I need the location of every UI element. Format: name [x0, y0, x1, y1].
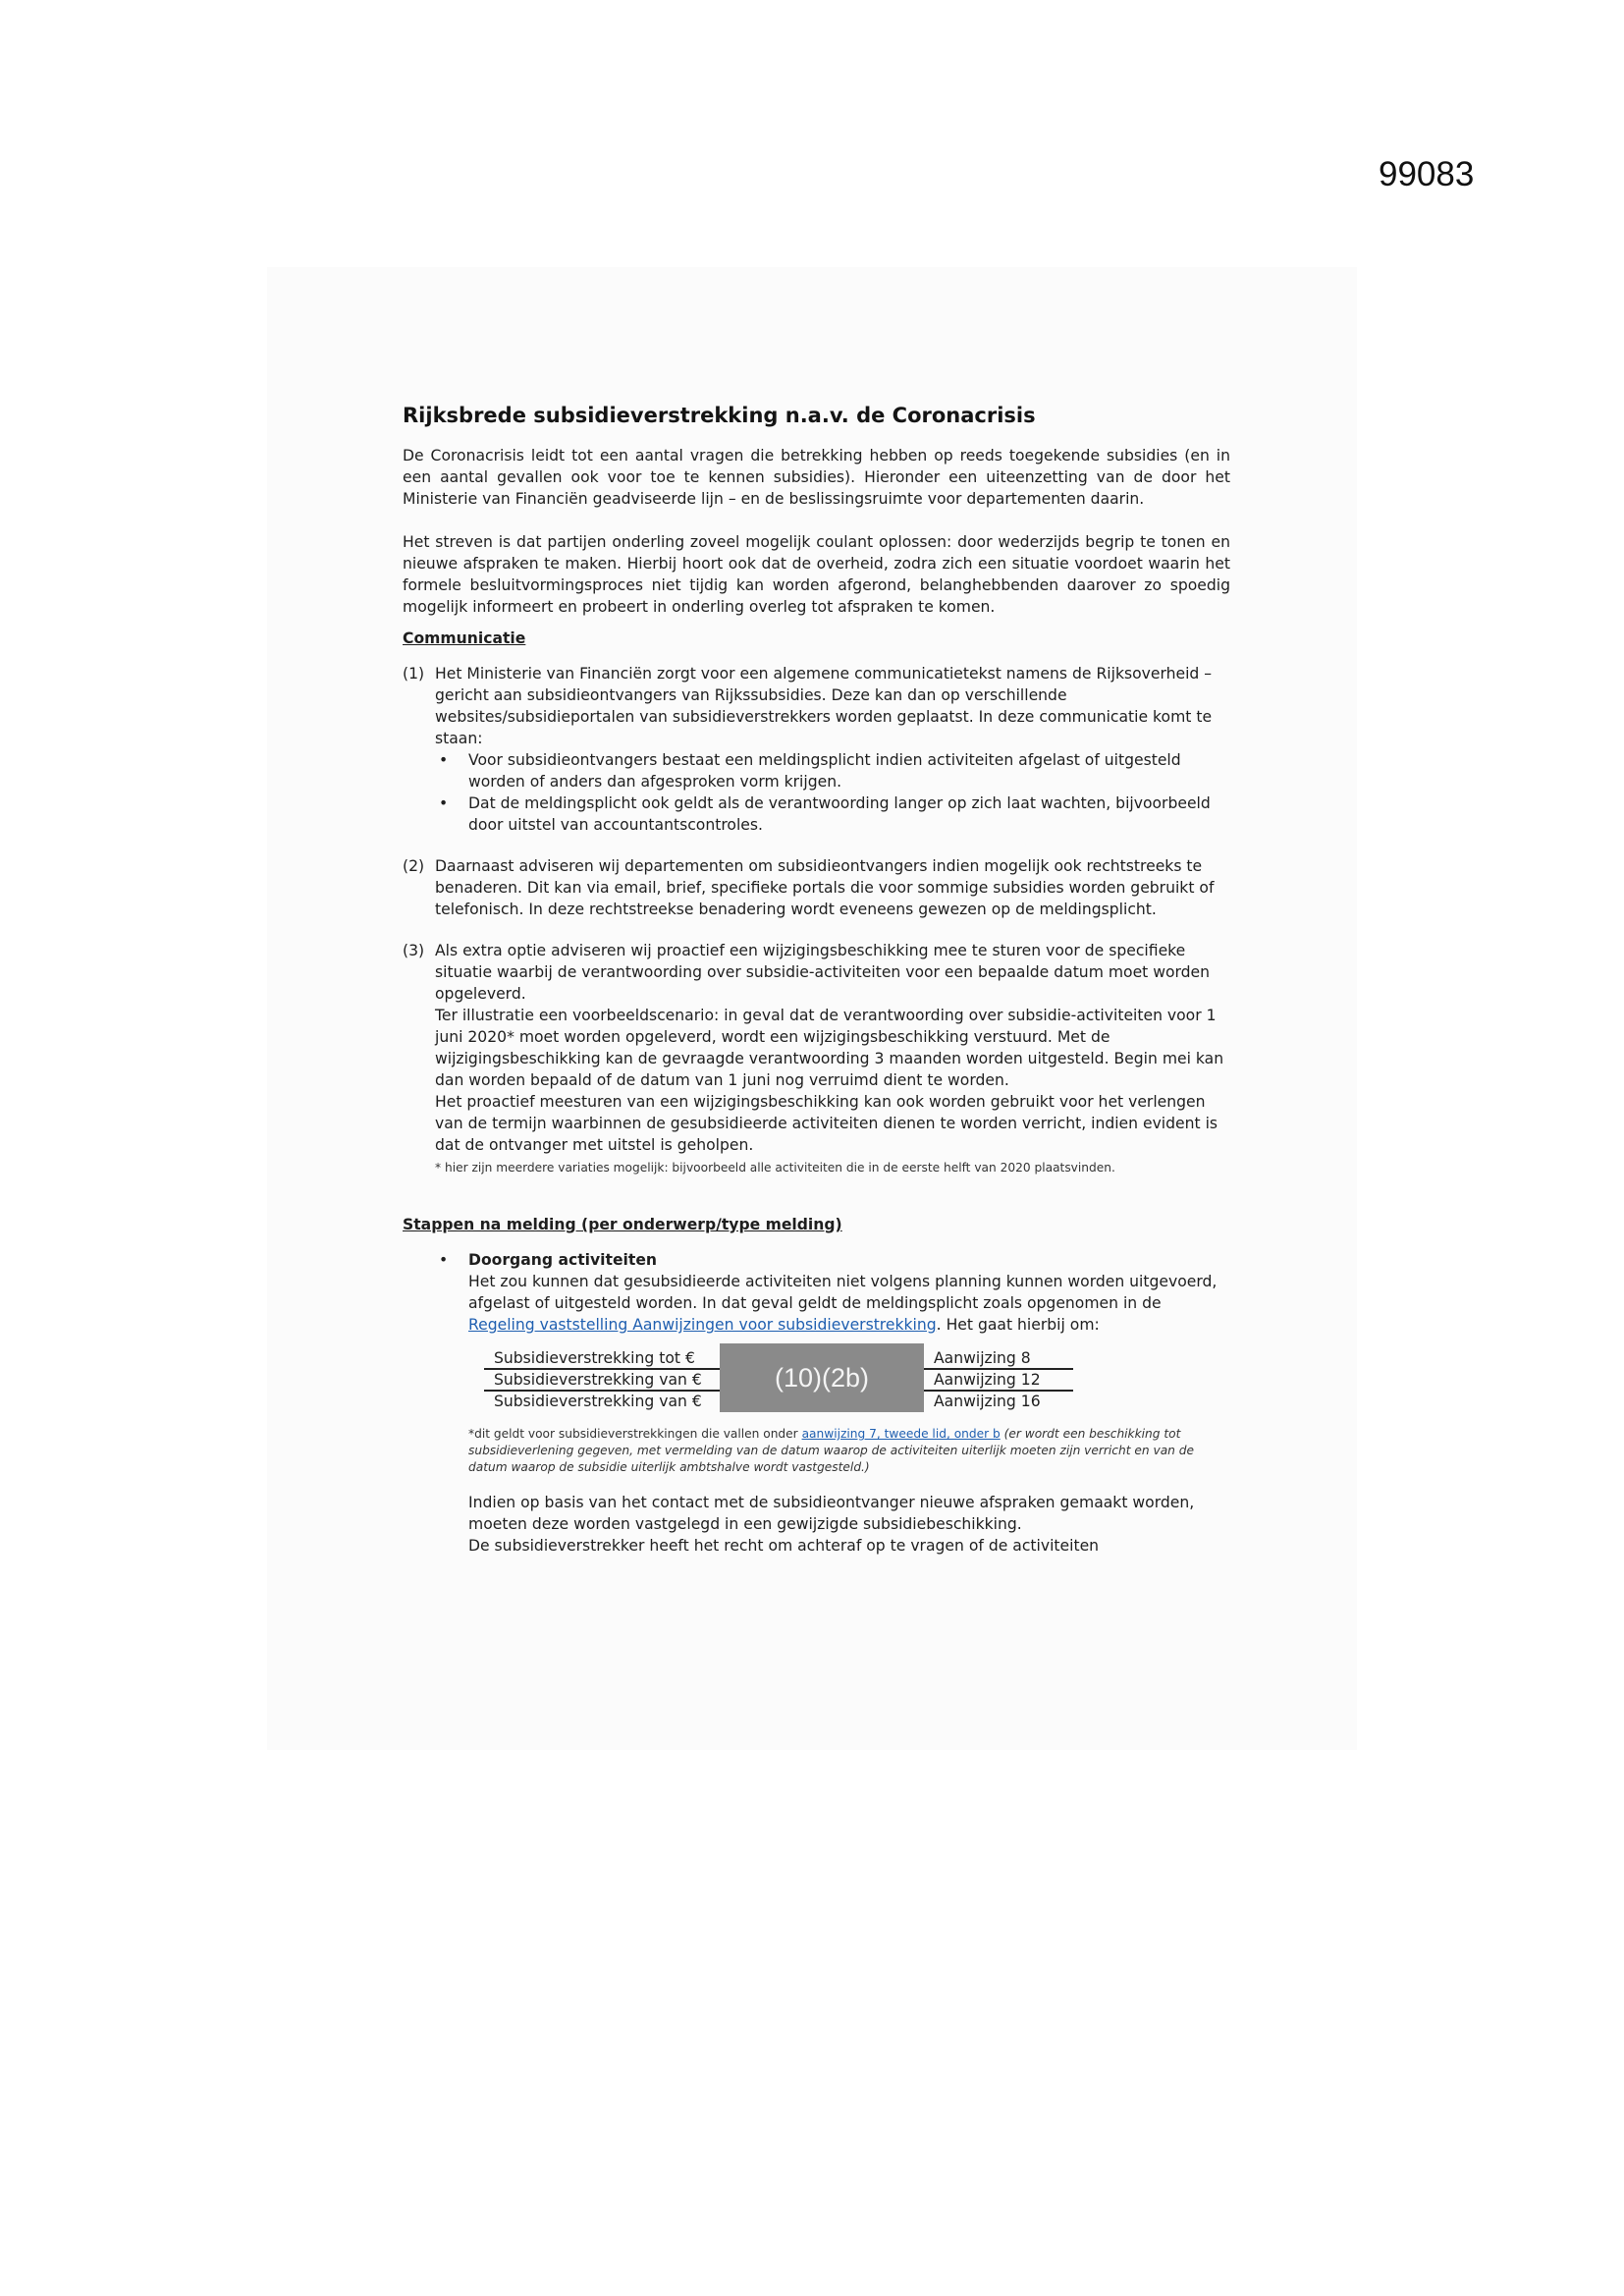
list-item: • Dat de meldingsplicht ook geldt als de verantwoording langer op zich laat wachten, bijvoorbeeld door uitstel van accountantscontroles. [435, 793, 1230, 836]
document-number: 99083 [1379, 155, 1475, 193]
footnote-text-end: (er wordt een beschikking tot subsidieverlening gegeven, met vermelding van de datum waarop de activiteiten uiterlijk moeten zijn verricht en van de datum waarop de subsidie uiterlijk ambtshalve wordt vastgesteld.) [468, 1427, 1194, 1474]
item-text: Ter illustratie een voorbeeldscenario: in geval dat de verantwoording over subsidie-activiteiten voor 1 juni 2020* moet worden opgeleverd, wordt een wijzigingsbeschikking verstuurd. Met de wijzigingsbeschikking kan de gevraagde verantwoording 3 maanden worden uitgesteld. Begin mei kan dan worden bepaald of de datum van 1 juni nog verruimd dient te worden. [435, 1007, 1224, 1089]
bullet-doorgang [403, 1249, 1230, 1336]
section-heading-communicatie: Communicatie [403, 629, 526, 647]
table-cell: Subsidieverstrekking tot € [494, 1349, 695, 1367]
redaction-box: (10)(2b) [720, 1343, 924, 1412]
aanwijzing-table [484, 1347, 1073, 1412]
table-cell: Subsidieverstrekking van € [494, 1393, 702, 1410]
bullet-icon: • [439, 1251, 449, 1269]
numbered-item-2 [403, 855, 1230, 920]
closing-text [468, 1492, 1230, 1557]
section-heading-stappen: Stappen na melding (per onderwerp/type melding) [403, 1216, 842, 1233]
page-title: Rijksbrede subsidieverstrekking n.a.v. de Coronacrisis [403, 404, 1036, 427]
table-footnote [468, 1426, 1230, 1476]
item-number: (2) [403, 857, 425, 875]
table-cell: Aanwijzing 16 [934, 1393, 1041, 1410]
closing-paragraph: De subsidieverstrekker heeft het recht om achteraf op te vragen of de activiteiten [468, 1537, 1100, 1555]
table-cell: Aanwijzing 8 [934, 1349, 1031, 1367]
footnote-text-start: *dit geldt voor subsidieverstrekkingen die vallen onder [468, 1427, 802, 1441]
table-cell: Aanwijzing 12 [934, 1371, 1041, 1389]
footnote: * hier zijn meerdere variaties mogelijk: bijvoorbeeld alle activiteiten die in de eerste helft van 2020 plaatsvinden. [435, 1161, 1115, 1175]
intro-paragraph-1: De Coronacrisis leidt tot een aantal vragen die betrekking hebben op reeds toegekende subsidies (en in een aantal gevallen ook voor toe te kennen subsidies). Hieronder een uiteenzetting van de door het Ministerie van Financiën geadviseerde lijn – en de beslissingsruimte voor departementen daarin. [403, 447, 1230, 508]
item-text: Als extra optie adviseren wij proactief een wijzigingsbeschikking mee te sturen voor de specifieke situatie waarbij de verantwoording over subsidie-activiteiten voor een bepaalde datum moet worden opgeleverd. [435, 942, 1211, 1003]
numbered-item-1 [403, 663, 1230, 836]
list-item: • Voor subsidieontvangers bestaat een meldingsplicht indien activiteiten afgelast of uitgesteld worden of anders dan afgesproken vorm krijgen. [435, 749, 1230, 793]
table-cell: Subsidieverstrekking van € [494, 1371, 702, 1389]
bullet-text [468, 1271, 1230, 1336]
closing-paragraph: Indien op basis van het contact met de subsidieontvanger nieuwe afspraken gemaakt worden, moeten deze worden vastgelegd in een gewijzigde subsidiebeschikking. [468, 1494, 1195, 1533]
numbered-item-3 [403, 940, 1230, 1156]
aanwijzing-link[interactable]: aanwijzing 7, tweede lid, onder b [801, 1427, 1001, 1441]
bullet-list [435, 749, 1230, 836]
bullet-text-start: Het zou kunnen dat gesubsidieerde activiteiten niet volgens planning kunnen worden uitgevoerd, afgelast of uitgesteld worden. In dat geval geldt de meldingsplicht zoals opgenomen in de [468, 1273, 1218, 1312]
intro-paragraph-2: Het streven is dat partijen onderling zoveel mogelijk coulant oplossen: door wederzijds begrip te tonen en nieuwe afspraken te maken. Hierbij hoort ook dat de overheid, zodra zich een situatie voordoet waarin het formele besluitvormingsproces niet tijdig kan worden afgerond, belanghebbenden daarover zo spoedig mogelijk informeert en probeert in onderling overleg tot afspraken te komen. [403, 533, 1230, 616]
item-number: (3) [403, 942, 425, 959]
item-number: (1) [403, 665, 425, 683]
bullet-text-end: . Het gaat hierbij om: [936, 1316, 1100, 1334]
item-text: Daarnaast adviseren wij departementen om subsidieontvangers indien mogelijk ook rechtstreeks te benaderen. Dit kan via email, brief, specifieke portals die voor sommige subsidies worden gebruikt of telefonisch. In deze rechtstreekse benadering wordt eveneens gewezen op de meldingsplicht. [435, 857, 1215, 918]
bullet-title: Doorgang activiteiten [468, 1251, 658, 1269]
document-body [403, 403, 1230, 1557]
item-text: Het Ministerie van Financiën zorgt voor een algemene communicatietekst namens de Rijksoverheid – gericht aan subsidieontvangers van Rijkssubsidies. Deze kan dan op verschillende websites/subsidieportalen van subsidieverstrekkers worden geplaatst. In deze communicatie komt te staan: [435, 665, 1213, 747]
item-text: Het proactief meesturen van een wijzigingsbeschikking kan ook worden gebruikt voor het verlengen van de termijn waarbinnen de gesubsidieerde activiteiten dienen te worden verricht, indien evident is dat de ontvanger met uitstel is geholpen. [435, 1093, 1218, 1154]
regeling-link[interactable]: Regeling vaststelling Aanwijzingen voor subsidieverstrekking [468, 1316, 937, 1334]
